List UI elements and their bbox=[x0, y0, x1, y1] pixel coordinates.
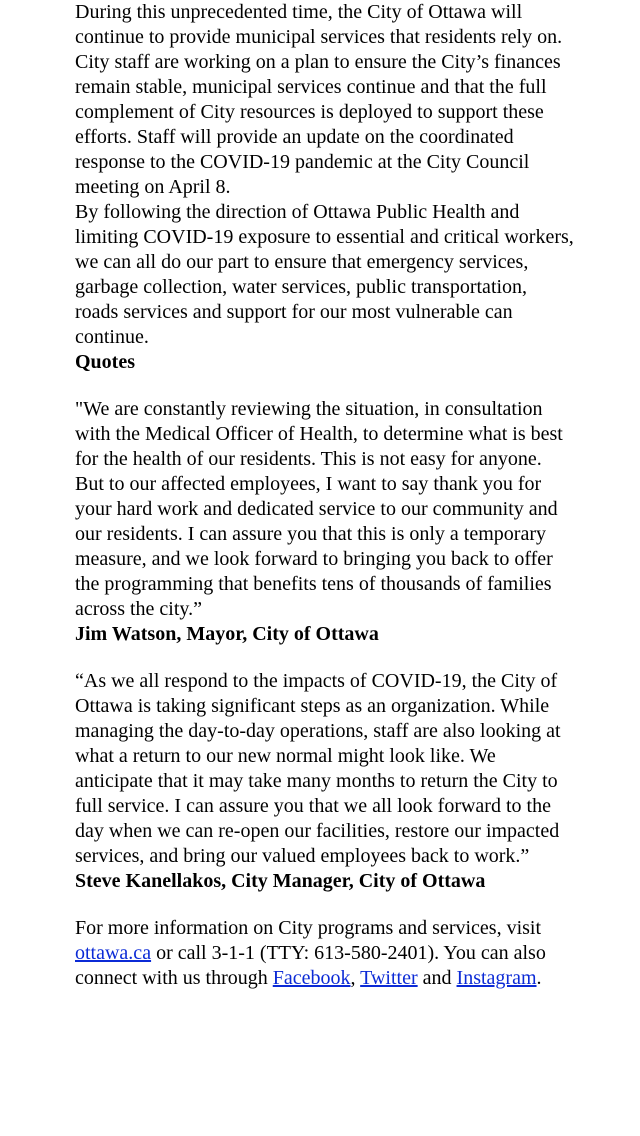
comma-separator: , bbox=[350, 967, 361, 989]
city-manager-quote: “As we all respond to the impacts of COVID-19, the City of Ottawa is taking significant steps as an organization. While managing the day-to-day operations, staff are also looking at what a return to our new normal might look like. We anticipate that it may take many months to return the City to full service. I can assure you that we all look forward to the day when we can re-open our facilities, restore our impacted services, and bring our valued employees back to work.” bbox=[75, 670, 561, 867]
facebook-link[interactable]: Facebook bbox=[272, 967, 351, 989]
ottawa-ca-link[interactable]: ottawa.ca bbox=[75, 942, 152, 964]
city-manager-attribution: Steve Kanellakos, City Manager, City of Ottawa bbox=[75, 870, 486, 892]
twitter-link[interactable]: Twitter bbox=[360, 967, 418, 989]
intro-paragraph: During this unprecedented time, the City of Ottawa will continue to provide municipal services that residents rely on. City staff are working on a plan to ensure the City’s finances remain stable, municipal services continue and that the full complement of City resources is deployed to support these efforts. Staff will provide an update on the coordinated response to the COVID-19 pandemic at the City Council meeting on April 8. bbox=[75, 1, 563, 198]
contact-intro-text: For more information on City programs and services, visit bbox=[75, 917, 542, 939]
contact-paragraph bbox=[75, 916, 575, 991]
quotes-heading: Quotes bbox=[75, 351, 135, 373]
and-text: and bbox=[417, 967, 457, 989]
instagram-link[interactable]: Instagram bbox=[456, 967, 537, 989]
public-health-paragraph: By following the direction of Ottawa Public Health and limiting COVID-19 exposure to essential and critical workers, we can all do our part to ensure that emergency services, garbage collection, water services, public transportation, roads services and support for our most vulnerable can continue. bbox=[75, 201, 574, 348]
period-text: . bbox=[536, 967, 542, 989]
mayor-attribution: Jim Watson, Mayor, City of Ottawa bbox=[75, 623, 379, 645]
contact-phone-text: or call 3-1-1 (TTY: 613-580-2401). You can also connect with us through bbox=[75, 942, 546, 989]
mayor-quote: "We are constantly reviewing the situation, in consultation with the Medical Officer of Health, to determine what is best for the health of our residents. This is not easy for anyone. But to our affected employees, I want to say thank you for your hard work and dedicated service to our community and our residents. I can assure you that this is only a temporary measure, and we look forward to bringing you back to offer the programming that benefits tens of thousands of families across the city.” bbox=[75, 398, 563, 620]
press-release-body bbox=[75, 0, 575, 991]
